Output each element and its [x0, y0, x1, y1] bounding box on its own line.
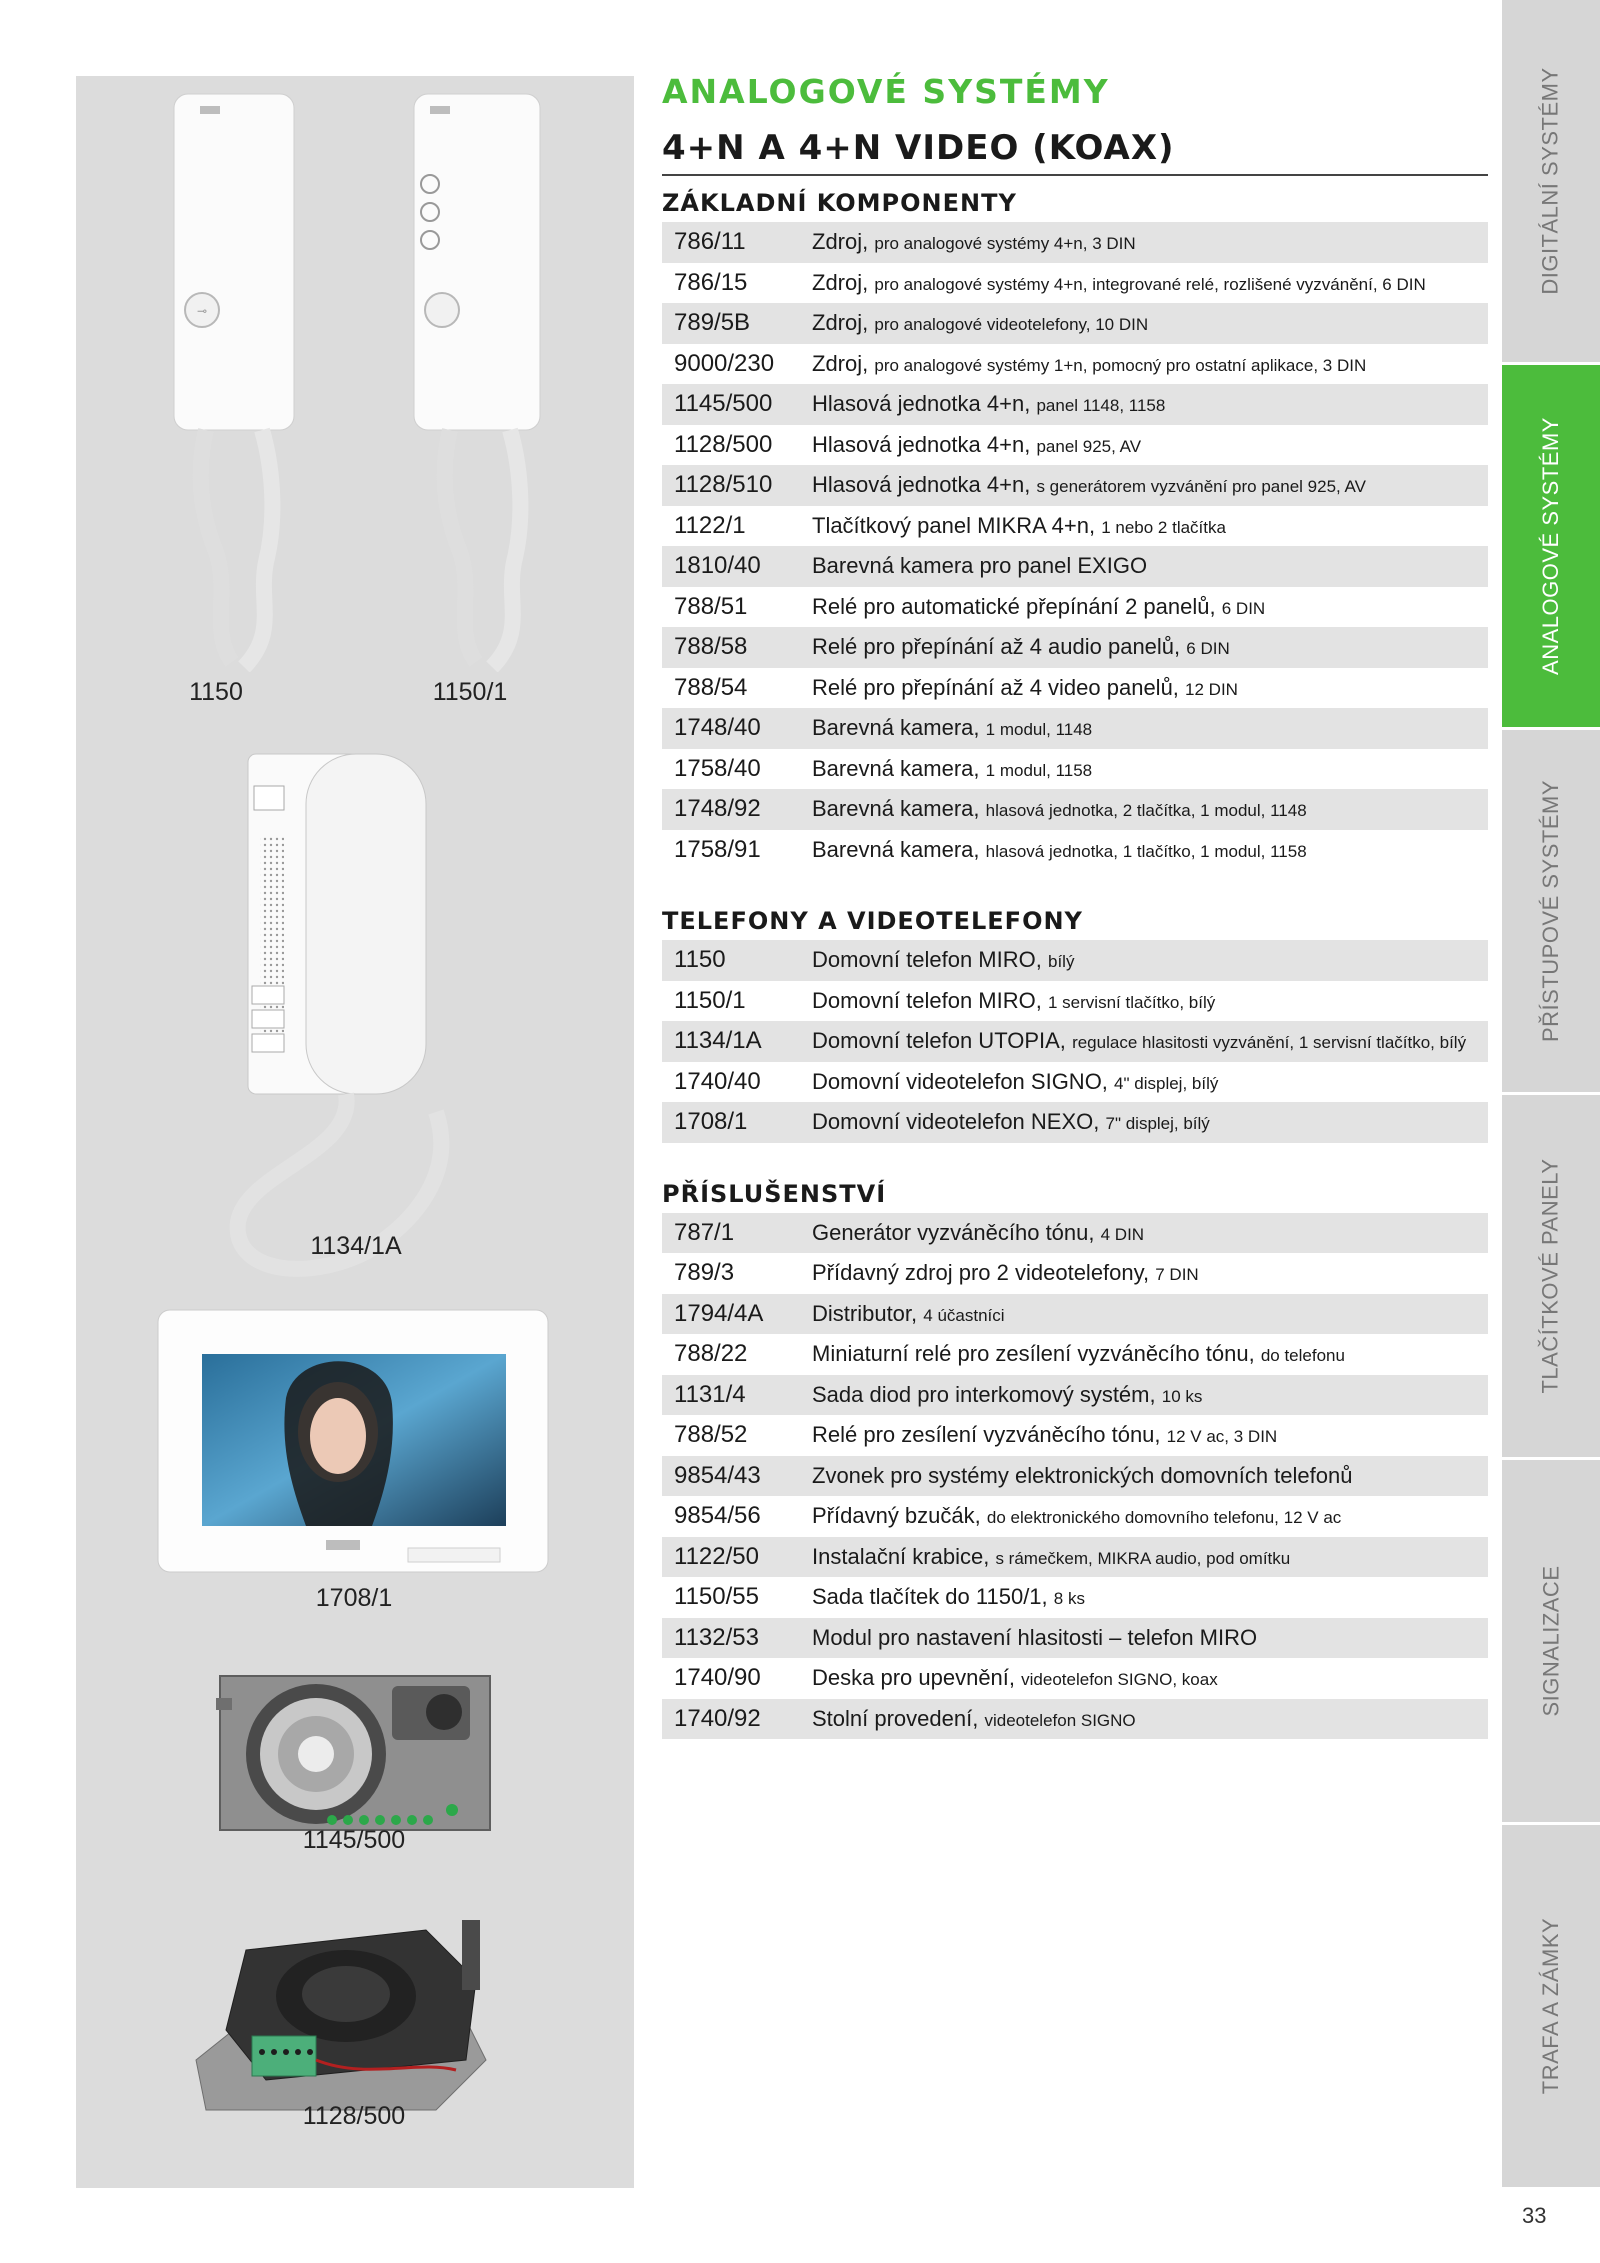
product-code: 9854/43: [674, 1461, 761, 1489]
product-description: [812, 1496, 1341, 1537]
product-name: Relé pro přepínání až 4 video panelů,: [812, 674, 1179, 700]
table-row: [662, 1021, 1488, 1062]
product-name: Relé pro zesílení vyzváněcího tónu,: [812, 1422, 1161, 1447]
table-row: [662, 749, 1488, 790]
table-row: [662, 222, 1488, 263]
product-label: 1128/500: [302, 2102, 406, 2130]
product-code: 789/3: [674, 1259, 735, 1286]
page-number: 33: [1522, 2203, 1547, 2228]
product-detail: pro analogové systémy 4+n, 3 DIN: [874, 234, 1136, 253]
product-code: 1758/91: [674, 835, 761, 863]
product-description: [812, 465, 1366, 506]
product-label: 1150: [189, 678, 243, 706]
group-table-accessories: [662, 1213, 1488, 1740]
product-name: Zvonek pro systémy elektronických domovních telefonů: [812, 1462, 1353, 1488]
speech-unit-1128-500-image: [186, 1910, 506, 2120]
product-description: [812, 263, 1426, 304]
product-detail: bílý: [1048, 952, 1075, 971]
product-code: 1132/53: [674, 1623, 759, 1651]
product-name: Generátor vyzváněcího tónu,: [812, 1219, 1095, 1245]
table-row: [662, 940, 1488, 981]
table-row: [662, 789, 1488, 830]
product-detail: 4" displej, bílý: [1114, 1073, 1219, 1093]
product-code: 787/1: [674, 1218, 735, 1246]
product-list: [662, 70, 1488, 1739]
product-name: Barevná kamera,: [812, 836, 980, 862]
product-description: [812, 1658, 1218, 1699]
product-description: [812, 1294, 1005, 1335]
product-code: 1740/92: [674, 1704, 761, 1732]
product-code: 789/5B: [674, 309, 751, 336]
table-row: [662, 303, 1488, 344]
product-description: [812, 384, 1165, 425]
product-name: Barevná kamera,: [812, 715, 980, 740]
product-code: 1758/40: [674, 754, 761, 782]
tab-digital-systems[interactable]: [1502, 0, 1600, 365]
table-row: [662, 1294, 1488, 1335]
product-detail: 7 DIN: [1155, 1265, 1199, 1284]
phone-1134-1a-image: [226, 752, 486, 1312]
tab-label: TRAFA A ZÁMKY: [1538, 1917, 1564, 2095]
product-name: Zdroj,: [812, 269, 869, 295]
table-row: [662, 668, 1488, 709]
product-detail: 1 modul, 1148: [985, 720, 1093, 739]
product-detail: do elektronického domovního telefonu, 12 V ac: [986, 1508, 1342, 1527]
table-row: [662, 1577, 1488, 1618]
product-description: [812, 749, 1092, 790]
product-detail: videotelefon SIGNO: [984, 1710, 1136, 1730]
table-row: [662, 1496, 1488, 1537]
tab-access-systems[interactable]: [1502, 730, 1600, 1095]
product-detail: pro analogové videotelefony, 10 DIN: [874, 315, 1149, 334]
product-name: Deska pro upevnění,: [812, 1665, 1016, 1690]
tab-label: PŘÍSTUPOVÉ SYSTÉMY: [1538, 779, 1563, 1043]
table-row: [662, 1375, 1488, 1416]
table-row: [662, 627, 1488, 668]
product-name: Přídavný zdroj pro 2 videotelefony,: [812, 1260, 1150, 1285]
product-description: [812, 303, 1148, 344]
group-heading: PŘÍSLUŠENSTVÍ: [662, 1179, 887, 1208]
table-row: [662, 1213, 1488, 1254]
product-detail: 1 modul, 1158: [985, 760, 1093, 780]
product-detail: 4 účastníci: [923, 1305, 1005, 1325]
product-description: [812, 1021, 1466, 1062]
table-row: [662, 1537, 1488, 1578]
product-code: 1794/4A: [674, 1299, 764, 1327]
product-name: Přídavný bzučák,: [812, 1503, 981, 1528]
tab-push-button-panels[interactable]: [1502, 1095, 1600, 1460]
product-detail: 7" displej, bílý: [1105, 1114, 1210, 1133]
product-detail: 12 DIN: [1185, 679, 1238, 699]
product-description: [812, 1577, 1085, 1618]
product-name: Domovní videotelefon NEXO,: [812, 1109, 1100, 1134]
product-code: 1708/1: [674, 1108, 748, 1135]
section-title: ANALOGOVÉ SYSTÉMY: [662, 72, 1110, 111]
product-description: [812, 222, 1136, 263]
group-heading: TELEFONY A VIDEOTELEFONY: [662, 907, 1083, 935]
table-row: [662, 708, 1488, 749]
group-table-basic-components: [662, 222, 1488, 870]
table-row: [662, 546, 1488, 587]
product-code: 9000/230: [674, 349, 775, 377]
product-code: 786/11: [674, 228, 746, 255]
product-label: 1145/500: [302, 1826, 406, 1854]
product-detail: 12 V ac, 3 DIN: [1166, 1427, 1278, 1446]
table-row: [662, 425, 1488, 466]
product-name: Sada diod pro interkomový systém,: [812, 1381, 1156, 1407]
product-name: Instalační krabice,: [812, 1543, 990, 1569]
product-description: [812, 830, 1307, 871]
product-code: 1150/55: [674, 1583, 759, 1610]
product-name: Tlačítkový panel MIKRA 4+n,: [812, 512, 1096, 538]
product-detail: 8 ks: [1053, 1589, 1085, 1608]
product-detail: 4 DIN: [1100, 1224, 1145, 1244]
product-detail: videotelefon SIGNO, koax: [1021, 1670, 1218, 1689]
product-name: Domovní telefon UTOPIA,: [812, 1028, 1066, 1053]
product-detail: 10 ks: [1161, 1386, 1203, 1406]
table-row: [662, 587, 1488, 628]
product-name: Stolní provedení,: [812, 1705, 979, 1731]
product-code: 1128/500: [674, 430, 773, 458]
product-code: 1748/92: [674, 795, 761, 822]
product-detail: 1 nebo 2 tlačítka: [1101, 517, 1226, 537]
table-row: [662, 981, 1488, 1022]
table-row: [662, 263, 1488, 304]
product-description: [812, 1213, 1144, 1254]
product-description: [812, 587, 1265, 628]
product-description: [812, 1699, 1136, 1740]
product-name: Relé pro přepínání až 4 audio panelů,: [812, 634, 1181, 659]
product-description: [812, 1334, 1345, 1375]
product-name: Miniaturní relé pro zesílení vyzváněcího tónu,: [812, 1341, 1255, 1366]
product-image-panel: [76, 76, 634, 2188]
product-detail: s rámečkem, MIKRA audio, pod omítku: [995, 1548, 1291, 1568]
product-code: 1740/40: [674, 1067, 761, 1095]
group-heading: ZÁKLADNÍ KOMPONENTY: [662, 189, 1017, 217]
product-description: [812, 708, 1092, 749]
product-description: [812, 1375, 1202, 1416]
table-row: [662, 1062, 1488, 1103]
table-row: [662, 1102, 1488, 1143]
product-name: Zdroj,: [812, 229, 869, 254]
product-detail: panel 1148, 1158: [1036, 396, 1166, 415]
product-code: 788/51: [674, 592, 748, 620]
product-detail: 1 servisní tlačítko, bílý: [1048, 992, 1216, 1012]
tab-label: DIGITÁLNÍ SYSTÉMY: [1538, 67, 1564, 295]
product-detail: do telefonu: [1260, 1346, 1345, 1365]
product-name: Hlasová jednotka 4+n,: [812, 431, 1031, 457]
product-detail: panel 925, AV: [1036, 436, 1142, 456]
sidebar-tabs: [1502, 0, 1600, 2190]
product-description: [812, 1537, 1290, 1578]
product-name: Domovní telefon MIRO,: [812, 947, 1042, 972]
product-name: Zdroj,: [812, 350, 869, 376]
product-description: [812, 1253, 1199, 1294]
product-description: [812, 668, 1238, 709]
product-label: 1150/1: [432, 678, 508, 706]
product-code: 788/58: [674, 633, 748, 660]
product-detail: hlasová jednotka, 1 tlačítko, 1 modul, 1158: [985, 841, 1307, 861]
table-row: [662, 465, 1488, 506]
table-row: [662, 506, 1488, 547]
product-description: [812, 1415, 1277, 1456]
tab-label: SIGNALIZACE: [1538, 1565, 1564, 1717]
product-detail: hlasová jednotka, 2 tlačítka, 1 modul, 1148: [985, 801, 1307, 820]
product-description: [812, 1456, 1352, 1497]
table-row: [662, 1456, 1488, 1497]
product-code: 786/15: [674, 268, 748, 296]
table-row: [662, 830, 1488, 871]
product-code: 1145/500: [674, 390, 773, 417]
product-name: Hlasová jednotka 4+n,: [812, 472, 1031, 497]
product-description: [812, 940, 1074, 981]
product-description: [812, 627, 1230, 668]
tab-analog-systems[interactable]: [1502, 365, 1600, 730]
table-row: [662, 1415, 1488, 1456]
product-description: [812, 1062, 1218, 1103]
table-row: [662, 1658, 1488, 1699]
product-name: Barevná kamera,: [812, 796, 980, 821]
product-code: 9854/56: [674, 1502, 761, 1529]
product-description: [812, 1102, 1210, 1143]
table-row: [662, 1618, 1488, 1659]
product-code: 1150: [674, 946, 726, 973]
table-row: [662, 1334, 1488, 1375]
tab-signalling[interactable]: [1502, 1460, 1600, 1825]
product-code: 788/52: [674, 1421, 748, 1448]
product-name: Zdroj,: [812, 310, 869, 335]
product-description: [812, 981, 1215, 1022]
product-name: Barevná kamera,: [812, 755, 980, 781]
product-detail: 6 DIN: [1221, 598, 1266, 618]
product-code: 1122/50: [674, 1542, 759, 1570]
tab-transformers-locks[interactable]: [1502, 1825, 1600, 2190]
table-row: [662, 1253, 1488, 1294]
product-description: [812, 789, 1307, 830]
product-label: 1708/1: [315, 1584, 393, 1612]
product-code: 788/54: [674, 673, 748, 701]
product-name: Hlasová jednotka 4+n,: [812, 391, 1031, 416]
table-row: [662, 1699, 1488, 1740]
product-detail: s generátorem vyzvánění pro panel 925, AV: [1036, 477, 1366, 496]
product-code: 1134/1A: [674, 1027, 762, 1054]
product-description: [812, 344, 1366, 385]
product-code: 788/22: [674, 1340, 748, 1367]
product-description: [812, 1618, 1257, 1659]
product-code: 1122/1: [674, 511, 746, 539]
product-name: Distributor,: [812, 1300, 918, 1326]
page-title: 4+N A 4+N VIDEO (KOAX): [662, 122, 1488, 176]
product-name: Barevná kamera pro panel EXIGO: [812, 553, 1148, 578]
table-row: [662, 384, 1488, 425]
product-label: 1134/1A: [310, 1232, 402, 1260]
product-description: [812, 425, 1141, 466]
phone-1150-1-image: [410, 92, 550, 672]
product-code: 1748/40: [674, 714, 761, 741]
product-detail: regulace hlasitosti vyzvánění, 1 servisní tlačítko, bílý: [1072, 1033, 1467, 1052]
product-name: Sada tlačítek do 1150/1,: [812, 1584, 1048, 1609]
group-table-phones: [662, 940, 1488, 1143]
product-detail: pro analogové systémy 1+n, pomocný pro ostatní aplikace, 3 DIN: [874, 355, 1367, 375]
product-description: [812, 506, 1226, 547]
product-name: Modul pro nastavení hlasitosti – telefon MIRO: [812, 1624, 1258, 1650]
product-name: Relé pro automatické přepínání 2 panelů,: [812, 593, 1216, 619]
product-code: 1150/1: [674, 986, 746, 1014]
product-detail: 6 DIN: [1186, 639, 1230, 658]
phone-1150-image: [170, 92, 300, 672]
product-description: [812, 546, 1147, 587]
product-detail: pro analogové systémy 4+n, integrované relé, rozlišené vyzvánění, 6 DIN: [874, 274, 1426, 294]
product-code: 1128/510: [674, 471, 773, 498]
tab-label: TLAČÍTKOVÉ PANELY: [1538, 1158, 1563, 1394]
product-code: 1810/40: [674, 552, 761, 579]
speech-unit-1145-500-image: [216, 1670, 496, 1900]
product-name: Domovní videotelefon SIGNO,: [812, 1068, 1108, 1094]
tab-label: ANALOGOVÉ SYSTÉMY: [1538, 417, 1563, 675]
product-code: 1740/90: [674, 1664, 761, 1691]
videophone-1708-1-image: [156, 1308, 552, 1576]
svg-text:⊸: ⊸: [196, 304, 208, 318]
table-row: [662, 344, 1488, 385]
product-code: 1131/4: [674, 1380, 746, 1408]
product-name: Domovní telefon MIRO,: [812, 987, 1042, 1013]
